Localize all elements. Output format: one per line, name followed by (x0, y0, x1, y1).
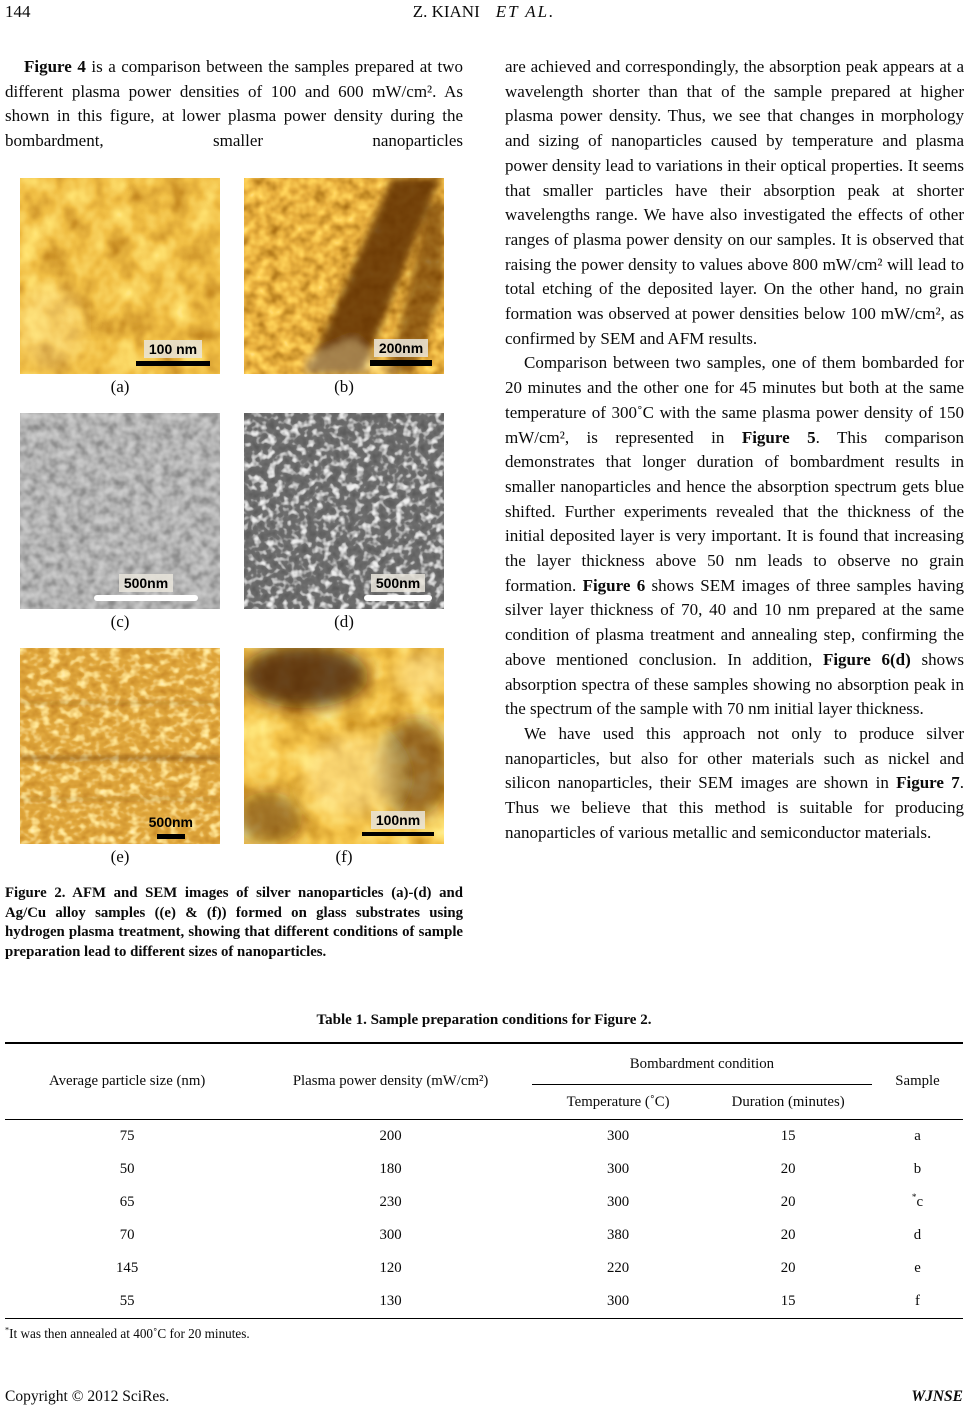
cell-power: 230 (379, 1194, 402, 1210)
paragraph-left-1: Figure 4 is a comparison between the samples prepared at two different plasma power densities of 100 and 600 mW/cm². As shown in this figure, at lower plasma power density during the bombardment, smaller nanoparticles (5, 57, 463, 151)
cell-size: 145 (116, 1260, 139, 1276)
scale-bar-line (370, 360, 432, 366)
cell-power: 180 (379, 1161, 402, 1177)
paragraph-right-1: are achieved and correspondingly, the absorption peak appears at a wavelength shorter than that of the sample prepared at higher plasma power density. Thus, we see that changes in morphology and sizing of nanoparticles caused by temperature and plasma power density lead to variations in their optical properties. It seems that smaller particles have their absorption peak at shorter wavelengths range. We have also investigated the effects of other ranges of plasma power density on our samples. It is observed that raising the power density to values above 800 mW/cm² will lead to total etching of the deposited layer. On the other hand, no grain formation was observed at power densities below 100 mW/cm², as confirmed by SEM and AFM results. (505, 57, 964, 348)
col-header-sample: Sample (872, 1043, 963, 1120)
table-row (5, 1219, 963, 1252)
right-column (505, 55, 964, 846)
cell-temperature: 300 (607, 1128, 630, 1144)
scale-bar-line (136, 361, 210, 366)
afm-micrograph-a (20, 178, 220, 374)
footnote-marker: * (911, 1192, 917, 1203)
panel-label-b: (b) (334, 377, 354, 396)
panel-label-a: (a) (110, 377, 130, 396)
page-footer (5, 1388, 963, 1406)
sem-micrograph-c (20, 413, 220, 609)
table-row (5, 1285, 963, 1319)
page-number: 144 (5, 2, 31, 21)
afm-micrograph-b (244, 178, 444, 374)
col-header-duration: Duration (minutes) (704, 1085, 872, 1120)
cell-size: 75 (119, 1128, 135, 1144)
cell-sample: *c (911, 1192, 924, 1210)
cell-temperature: 380 (607, 1227, 630, 1243)
scale-bar-e (144, 813, 198, 839)
cell-power: 130 (249, 1285, 532, 1319)
cell-size: 65 (119, 1194, 135, 1210)
figure2-panel-b (244, 178, 444, 399)
cell-duration: 15 (704, 1285, 872, 1319)
scale-bar-line (364, 595, 432, 601)
scale-bar-d (364, 574, 432, 601)
scale-label: 500nm (371, 574, 425, 592)
cell-temperature: 220 (607, 1260, 630, 1276)
cell-power: 120 (379, 1260, 402, 1276)
journal-abbreviation: WJNSE (911, 1388, 963, 1405)
figure2-panel-a (20, 178, 220, 399)
table1-footnote: *It was then annealed at 400˚C for 20 minutes. (5, 1325, 250, 1341)
cell-power: 200 (379, 1128, 402, 1144)
scale-bar-a (136, 340, 210, 366)
scale-label: 200nm (374, 339, 428, 357)
col-header-size: Average particle size (nm) (5, 1043, 249, 1120)
scale-label: 100nm (371, 811, 425, 829)
table-row (5, 1252, 963, 1285)
sem-micrograph-d (244, 413, 444, 609)
scale-label: 100 nm (144, 340, 202, 358)
running-head (0, 2, 968, 22)
figure2-panel-d (244, 413, 444, 634)
running-etal: ET AL. (495, 2, 556, 21)
scale-bar-line (362, 832, 434, 836)
table1 (5, 1042, 963, 1319)
scale-bar-line (94, 595, 198, 601)
figure2-panel-f (244, 648, 444, 869)
col-header-power: Plasma power density (mW/cm²) (249, 1043, 532, 1120)
left-column (5, 55, 463, 154)
cell-duration: 15 (780, 1128, 796, 1144)
cell-duration: 20 (780, 1227, 796, 1243)
cell-power: 300 (379, 1227, 402, 1243)
paragraph-right-3: We have used this approach not only to produce silver nanoparticles, but also for other materials such as nickel and silicon nanoparticles, their SEM images are shown in Figure 7. Thus we believe that this method is suitable for producing nanoparticles of various metallic and semiconductor materials. (505, 723, 964, 842)
cell-temperature: 300 (607, 1161, 630, 1177)
panel-label-e: (e) (110, 847, 130, 866)
scale-bar-f (362, 811, 434, 836)
cell-size: 55 (5, 1285, 249, 1319)
figure2-panel-grid (20, 178, 444, 869)
table-row (5, 1153, 963, 1186)
footnote-marker: * (5, 1325, 10, 1335)
running-author: Z. KIANI (412, 2, 480, 21)
afm-micrograph-f (244, 648, 444, 844)
table-row (5, 1120, 963, 1154)
panel-label-d: (d) (334, 612, 354, 631)
cell-sample: e (914, 1260, 921, 1276)
table1-title: Table 1. Sample preparation conditions for Figure 2. (316, 1012, 652, 1028)
scale-label: 500nm (119, 574, 173, 592)
panel-label-c: (c) (110, 612, 130, 631)
afm-micrograph-e (20, 648, 220, 844)
col-header-temperature: Temperature (˚C) (532, 1085, 704, 1120)
paragraph-right-2: Comparison between two samples, one of them bombarded for 20 minutes and the other one for 45 minutes but both at the same temperature of 300˚C with the same plasma power density of 150 mW/cm², is represented in Figure 5. This comparison demonstrates that longer duration of bombardment results in smaller nanoparticles and hence the absorption spectrum gets blue shifted. Further experiments revealed that the thickness of the initial deposited layer is very important. It is found that increasing the layer thickness above 50 nm leads to observe no grain formation. Figure 6 shows SEM images of three samples having silver layer thickness of 70, 40 and 10 nm prepared at the same condition of plasma treatment and annealing step, confirming the above mentioned conclusion. In addition, Figure 6(d) shows absorption spectra of these samples showing no absorption peak in the spectrum of the sample with 70 nm initial layer thickness. (505, 353, 964, 719)
cell-size: 70 (119, 1227, 135, 1243)
panel-label-f: (f) (335, 847, 353, 866)
cell-duration: 20 (780, 1194, 796, 1210)
cell-sample: b (913, 1161, 922, 1177)
cell-size: 50 (119, 1161, 135, 1177)
scale-bar-b (370, 339, 432, 366)
table1-section (5, 1012, 963, 1342)
figure2-caption: Figure 2. AFM and SEM images of silver nanoparticles (a)-(d) and Ag/Cu alloy samples ((e) & (f)) formed on glass substrates using hydrogen plasma treatment, showing that different conditions of sample preparation lead to different sizes of nanoparticles. (5, 885, 463, 960)
scale-bar-line (157, 834, 185, 839)
cell-sample: f (872, 1285, 963, 1319)
cell-duration: 20 (780, 1161, 796, 1177)
figure2-panel-e (20, 648, 220, 869)
table-row (5, 1186, 963, 1219)
cell-temperature: 300 (607, 1194, 630, 1210)
page-header (0, 2, 968, 28)
cell-duration: 20 (780, 1260, 796, 1276)
copyright-notice: Copyright © 2012 SciRes. (5, 1388, 170, 1405)
scale-bar-c (94, 574, 198, 601)
col-header-bombardment: Bombardment condition (532, 1043, 872, 1085)
cell-temperature: 300 (532, 1285, 704, 1319)
scale-label: 500nm (148, 813, 193, 830)
cell-sample: a (914, 1128, 921, 1144)
cell-sample: d (913, 1227, 922, 1243)
figure2-panel-c (20, 413, 220, 634)
